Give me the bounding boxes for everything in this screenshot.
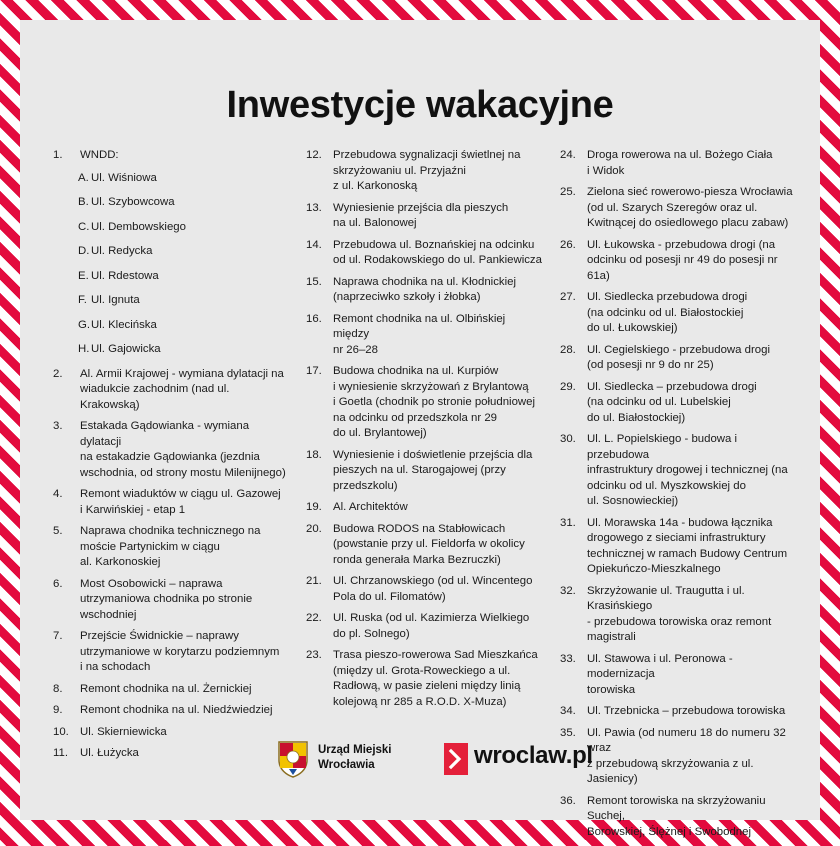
list-item-text bbox=[80, 703, 289, 719]
list-item-text bbox=[80, 725, 289, 741]
list-item bbox=[53, 148, 289, 164]
list-item-label: Remont wiaduktów w ciągu ul. Gazowej i Karwińskiej - etap 1 bbox=[80, 488, 281, 516]
sub-list-item bbox=[53, 220, 289, 236]
list-item-label: Naprawa chodnika na ul. Kłodnickiej (naprzeciwko szkoły i żłobka) bbox=[333, 275, 516, 303]
list-item-label: Al. Armii Krajowej - wymiana dylatacji na wiadukcie zachodnim (nad ul. Krakowską) bbox=[80, 367, 284, 411]
sub-list bbox=[53, 171, 289, 358]
list-item-number: 5. bbox=[53, 525, 63, 537]
list-item-text bbox=[333, 364, 542, 442]
list-item-text bbox=[587, 432, 796, 510]
list-item-text bbox=[587, 516, 796, 578]
sub-list-text: Ul. Rdestowa bbox=[91, 269, 159, 282]
sub-list-wrapper bbox=[53, 171, 289, 358]
list-item-label: Ul. Cegielskiego - przebudowa drogi (od posesji nr 9 do nr 25) bbox=[587, 343, 770, 371]
list-item-label: Remont torowiska na skrzyżowaniu Suchej, Borowskiej, Ślężnej i Swobodnej bbox=[587, 794, 766, 838]
list-item bbox=[306, 574, 542, 605]
list-item bbox=[560, 343, 796, 374]
list-item bbox=[560, 704, 796, 720]
list-item-number: 1. bbox=[53, 149, 63, 161]
sub-list-item bbox=[53, 318, 289, 334]
list-item bbox=[560, 238, 796, 285]
list-item-label: Ul. Siedlecka – przebudowa drogi (na odcinku od ul. Lubelskiej do ul. Białostockiej) bbox=[587, 380, 757, 424]
sub-list-text: Ul. Szybowcowa bbox=[91, 196, 175, 208]
list-item-text bbox=[333, 238, 542, 269]
list-item-text bbox=[80, 487, 289, 518]
sub-list-letter: D. bbox=[78, 245, 90, 257]
list-item bbox=[53, 703, 289, 719]
list-item-text bbox=[333, 275, 542, 306]
list-item-text bbox=[333, 648, 542, 710]
list-item bbox=[53, 419, 289, 481]
list-item bbox=[53, 725, 289, 741]
list-item bbox=[560, 584, 796, 646]
list-item-number: 20. bbox=[306, 522, 322, 535]
list-item-number: 34. bbox=[560, 705, 576, 717]
sub-list-item bbox=[53, 171, 289, 187]
page-title: Inwestycje wakacyjne bbox=[226, 84, 614, 126]
list-item-text bbox=[80, 577, 289, 624]
list-item bbox=[560, 380, 796, 427]
list-item bbox=[306, 275, 542, 306]
list-item bbox=[306, 448, 542, 495]
list-item-label: Droga rowerowa na ul. Bożego Ciała i Widok bbox=[587, 149, 773, 177]
list-item-text bbox=[333, 448, 542, 495]
sub-list-letter: E. bbox=[78, 269, 89, 282]
list-item-number: 8. bbox=[53, 682, 63, 695]
list-item bbox=[53, 524, 289, 571]
list-item-label: Wyniesienie przejścia dla pieszych na ul. Balonowej bbox=[333, 201, 509, 229]
wroclaw-portal-logo-icon bbox=[444, 743, 468, 775]
list-item-text bbox=[587, 704, 796, 720]
sub-list-text: Ul. Gajowicka bbox=[91, 343, 161, 355]
list-item-label: Ul. Stawowa i ul. Peronowa - modernizacja torowiska bbox=[587, 652, 733, 696]
list-item-text bbox=[587, 584, 796, 646]
list-item-number: 32. bbox=[560, 584, 576, 597]
list-item-number: 30. bbox=[560, 433, 576, 445]
list-column-2 bbox=[306, 148, 542, 716]
list-item-text bbox=[333, 522, 542, 569]
list-item-text bbox=[587, 238, 796, 285]
list-item-number: 9. bbox=[53, 704, 63, 716]
list-item-number: 27. bbox=[560, 291, 576, 303]
list-item-number: 21. bbox=[306, 575, 322, 587]
list-item-label: Skrzyżowanie ul. Traugutta i ul. Krasińskiego - przebudowa torowiska oraz remont magistrali bbox=[587, 584, 772, 643]
list-item-text bbox=[80, 682, 289, 698]
sub-list-letter: H. bbox=[78, 343, 90, 355]
list-item-number: 6. bbox=[53, 577, 63, 590]
list-item-number: 3. bbox=[53, 420, 63, 432]
list-item-number: 10. bbox=[53, 725, 69, 738]
list-item-label: Estakada Gądowianka - wymiana dylatacji na estakadzie Gądowianka (jezdnia wschodnia, od strony mostu Milenijnego) bbox=[80, 420, 286, 479]
list-item-number: 29. bbox=[560, 380, 576, 393]
list-item bbox=[53, 577, 289, 624]
list-item bbox=[306, 148, 542, 195]
sub-list-text: Ul. Wiśniowa bbox=[91, 171, 157, 184]
list-item-number: 17. bbox=[306, 365, 322, 377]
list-item-text bbox=[80, 524, 289, 571]
list-item-label: Przebudowa sygnalizacji świetlnej na skrzyżowaniu ul. Przyjaźni z ul. Karkonoską bbox=[333, 149, 521, 192]
list-item-label: Ul. Łużycka bbox=[80, 747, 139, 759]
list-item-number: 13. bbox=[306, 201, 322, 214]
list-item bbox=[560, 652, 796, 699]
list-item-text bbox=[80, 629, 289, 676]
list-column-1 bbox=[53, 148, 289, 768]
list-item-label: Ul. Trzebnicka – przebudowa torowiska bbox=[587, 705, 786, 717]
list-item-label: Ul. L. Popielskiego - budowa i przebudowa infrastruktury drogowej i technicznej (na odcinku od ul. Myszkowskiej do ul. Sosnowieckiej) bbox=[587, 433, 788, 507]
list-item-text bbox=[80, 419, 289, 481]
list-item-label: Remont chodnika na ul. Żernickiej bbox=[80, 682, 252, 695]
list-item bbox=[53, 367, 289, 414]
list-item-number: 14. bbox=[306, 238, 322, 251]
list-item-number: 25. bbox=[560, 186, 576, 198]
list-item-label: Budowa RODOS na Stabłowicach (powstanie przy ul. Fieldorfa w okolicy ronda generała Marka Bezruczki) bbox=[333, 522, 525, 566]
list-item-number: 35. bbox=[560, 726, 576, 739]
list-item-number: 11. bbox=[53, 747, 68, 759]
sub-list-text: Ul. Dembowskiego bbox=[91, 220, 186, 233]
list-item-number: 23. bbox=[306, 649, 322, 661]
list-item-label: Ul. Ruska (od ul. Kazimierza Wielkiego do pl. Solnego) bbox=[333, 612, 530, 640]
list-item-number: 18. bbox=[306, 448, 322, 461]
list-item-text bbox=[333, 148, 542, 195]
list-item-number: 31. bbox=[560, 516, 576, 529]
list-item bbox=[306, 611, 542, 642]
list-item bbox=[560, 794, 796, 841]
list-item-number: 24. bbox=[560, 149, 576, 161]
list-item-number: 12. bbox=[306, 149, 322, 161]
sub-list-text: Ul. Klecińska bbox=[91, 318, 157, 331]
sub-list-item bbox=[53, 269, 289, 285]
list-item-label: Trasa pieszo-rowerowa Sad Mieszkańca (między ul. Grota-Roweckiego a ul. Radłową, w pasie zieleni między linią kolejową nr 285 a R.O.D. X-Muza) bbox=[333, 649, 538, 708]
list-item-text bbox=[587, 380, 796, 427]
list-item-label: Ul. Chrzanowskiego (od ul. Wincentego Pola do ul. Filomatów) bbox=[333, 575, 533, 603]
list-item-number: 15. bbox=[306, 275, 322, 288]
list-item-text bbox=[587, 794, 796, 841]
list-item-label: Ul. Skierniewicka bbox=[80, 725, 167, 738]
list-item bbox=[560, 148, 796, 179]
sub-list-letter: G. bbox=[78, 318, 91, 331]
list-item bbox=[560, 516, 796, 578]
sub-list-text: Ul. Ignuta bbox=[91, 294, 140, 306]
list-item-label: Naprawa chodnika technicznego na moście Partynickim w ciągu al. Karkonoskiej bbox=[80, 525, 261, 568]
list-item-text bbox=[333, 611, 542, 642]
list-item bbox=[53, 682, 289, 698]
list-item-text bbox=[587, 343, 796, 374]
list-item-text bbox=[333, 312, 542, 359]
list-item bbox=[560, 290, 796, 337]
list-item-label: Przebudowa ul. Boznańskiej na odcinku od ul. Rodakowskiego do ul. Pankiewicza bbox=[333, 238, 542, 266]
list-item bbox=[306, 312, 542, 359]
city-office-name: Urząd Miejski Wrocławia bbox=[318, 744, 392, 771]
portal-name: wroclaw.pl bbox=[474, 742, 593, 769]
list-item-label: Ul. Łukowska - przebudowa drogi (na odcinku od posesji nr 49 do posesji nr 61a) bbox=[587, 238, 778, 282]
list-item-number: 36. bbox=[560, 794, 576, 807]
sub-list-item bbox=[53, 244, 289, 260]
list-item-label: Remont chodnika na ul. Niedźwiedziej bbox=[80, 704, 273, 716]
list-item-text bbox=[333, 201, 542, 232]
list-item-label: WNDD: bbox=[80, 149, 119, 161]
list-item-label: Al. Architektów bbox=[333, 501, 408, 513]
list-item bbox=[306, 522, 542, 569]
sub-list-text: Ul. Redycka bbox=[91, 245, 153, 257]
list-item-text bbox=[587, 148, 796, 179]
list-item-label: Budowa chodnika na ul. Kurpiów i wyniesienie skrzyżowań z Brylantową i Goetla (chodnik po stronie południowej na odcinku od przedszkola nr 29 do ul. Brylantowej) bbox=[333, 365, 535, 439]
list-item-number: 16. bbox=[306, 312, 322, 325]
list-item-label: Remont chodnika na ul. Olbińskiej między nr 26–28 bbox=[333, 312, 506, 356]
list-item bbox=[306, 648, 542, 710]
list-item-text bbox=[333, 574, 542, 605]
list-item-text bbox=[80, 367, 289, 414]
wroclaw-coat-of-arms-icon bbox=[277, 740, 309, 778]
list-item-text bbox=[333, 500, 542, 516]
list-item-text bbox=[587, 185, 796, 232]
poster-panel bbox=[20, 20, 820, 838]
list-item bbox=[53, 487, 289, 518]
list-item-label: Ul. Morawska 14a - budowa łącznika drogowego z sieciami infrastruktury technicznej w ramach Budowy Centrum Opiekuńczo-Mieszkalnego bbox=[587, 516, 788, 575]
sub-list-item bbox=[53, 195, 289, 211]
sub-list-item bbox=[53, 342, 289, 358]
list-item-number: 26. bbox=[560, 238, 576, 251]
list-item bbox=[306, 500, 542, 516]
list-item-label: Ul. Pawia (od numeru 18 do numeru 32 wraz z przebudową skrzyżowania z ul. Jasienicy) bbox=[587, 726, 786, 785]
list-item-text bbox=[587, 290, 796, 337]
list-item-label: Zielona sieć rowerowo-piesza Wrocławia (od ul. Szarych Szeregów oraz ul. Kwitnącej do osiedlowego placu zabaw) bbox=[587, 186, 793, 229]
list-item-number: 7. bbox=[53, 630, 63, 642]
list-item bbox=[560, 185, 796, 232]
sub-list-letter: B. bbox=[78, 196, 89, 208]
list-item-number: 22. bbox=[306, 612, 322, 624]
sub-list-letter: F. bbox=[78, 294, 87, 306]
sub-list-letter: A. bbox=[78, 171, 89, 184]
list-item-text bbox=[587, 652, 796, 699]
list-item-label: Przejście Świdnickie – naprawy utrzymaniowe w korytarzu podziemnym i na schodach bbox=[80, 630, 280, 673]
list-item bbox=[53, 629, 289, 676]
list-item-number: 19. bbox=[306, 501, 322, 513]
list-item bbox=[306, 201, 542, 232]
list-item-label: Most Osobowicki – naprawa utrzymaniowa chodnika po stronie wschodniej bbox=[80, 577, 253, 621]
sub-list-item bbox=[53, 293, 289, 309]
list-item-number: 4. bbox=[53, 488, 63, 500]
list-item-text bbox=[80, 148, 289, 164]
list-item-number: 33. bbox=[560, 652, 576, 665]
list-item-number: 28. bbox=[560, 343, 576, 356]
sub-list-letter: C. bbox=[78, 220, 90, 233]
footer-logos bbox=[20, 740, 820, 800]
list-item-label: Wyniesienie i doświetlenie przejścia dla pieszych na ul. Starogajowej (przy przedszkolu) bbox=[333, 448, 533, 492]
list-item bbox=[306, 238, 542, 269]
list-item-label: Ul. Siedlecka przebudowa drogi (na odcinku od ul. Białostockiej do ul. Łukowskiej) bbox=[587, 291, 748, 334]
list-item bbox=[560, 432, 796, 510]
list-item bbox=[306, 364, 542, 442]
list-item-number: 2. bbox=[53, 367, 63, 380]
